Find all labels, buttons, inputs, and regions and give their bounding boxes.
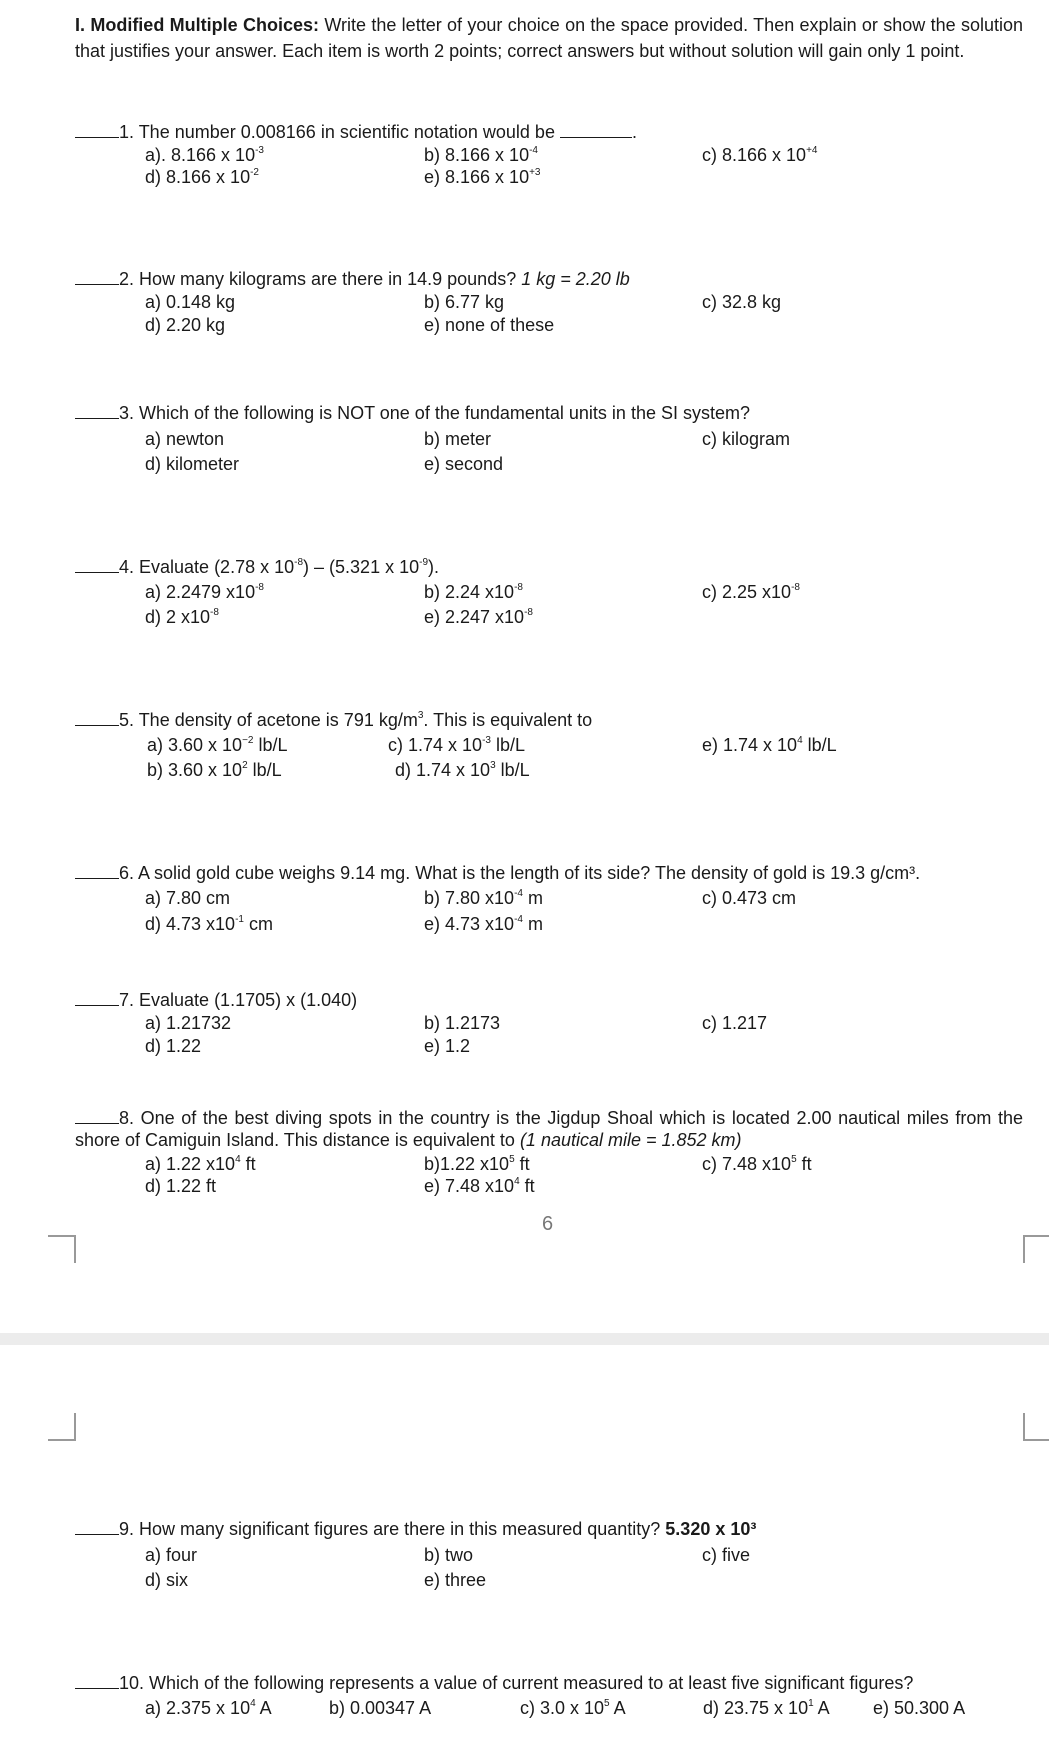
q10-option-c: c) 3.0 x $10^5$ A [520,1698,626,1718]
page-break [0,1333,1049,1345]
q2-option-a: a) 0.148 kg [145,292,236,312]
question-7-stem: 7. Evaluate (1.1705) x (1.040) [75,989,357,1011]
section-heading: I. Modified Multiple Choices: [75,15,319,35]
instructions-text: Write the letter of your choice on the space provided. Then explain or show the solution that justifies your answer. Each item is worth 2 points; correct answers but without solution will gain only 1 point. [75,15,1023,61]
q6-option-e: e) 4.73 $x10^{-4}$ m [424,914,543,934]
q4-option-b: b) 2.24 $x10^{-8}$ [424,582,523,602]
answer-blank[interactable] [75,270,119,285]
q2-option-d: d) 2.20 kg [145,315,226,335]
q6-option-d: d) 4.73 $x10^{-1}$ cm [145,914,273,934]
q4-option-e: e) 2.247 $x10^{-8}$ [424,607,533,627]
q4-option-a: a) 2.2479 $x10^{-8}$ [145,582,264,602]
answer-blank[interactable] [75,711,119,726]
q6-option-b: b) 7.80 $x10^{-4}$ m [424,888,543,908]
q7-option-b: b) 1.2173 [424,1013,501,1033]
answer-blank[interactable] [75,1520,119,1535]
q1-option-b: b) 8.166 x $10^{-4}$ [424,145,538,165]
page-corner-mark [48,1235,76,1263]
question-8-stem: 8. One of the best diving spots in the country is the Jigdup Shoal which is located 2.00 nautical miles from the shore of Camiguin Island. This distance is equivalent to (1 nautical mile = 1.852 km) [75,1108,1023,1150]
q5-option-e: e) 1.74 x $10^4$ lb/L [702,735,837,755]
instructions [75,12,1023,64]
q3-option-d: d) kilometer [145,454,240,474]
q4-option-d: d) 2 $x10^{-8}$ [145,607,219,627]
q9-option-a: a) four [145,1545,198,1565]
q2-option-e: e) none of these [424,315,555,335]
question-6-stem: 6. A solid gold cube weighs 9.14 mg. What is the length of its side? The density of gold is 19.3 g/cm³. [75,862,920,884]
q7-option-a: a) 1.21732 [145,1013,232,1033]
page-corner-mark [1023,1413,1049,1441]
q3-option-c: c) kilogram [702,429,791,449]
page-corner-mark [48,1413,76,1441]
q9-option-c: c) five [702,1545,751,1565]
q9-option-d: d) six [145,1570,189,1590]
q8-option-a: a) 1.22 $x10^4$ ft [145,1154,256,1174]
q7-option-d: d) 1.22 [145,1036,202,1056]
question-9-stem: 9. How many significant figures are there in this measured quantity? 5.320 x 10³ [75,1518,756,1540]
page-corner-mark [1023,1235,1049,1263]
answer-blank[interactable] [75,1674,119,1689]
q5-option-b: b) 3.60 x $10^2$ lb/L [147,760,282,780]
q4-option-c: c) 2.25 $x10^{-8}$ [702,582,800,602]
q9-option-e: e) three [424,1570,487,1590]
answer-blank[interactable] [75,558,119,573]
question-4-stem: 4. Evaluate (2.78 x $10^{-8}) - (5.321$ x $10^{-9}$). [75,556,439,578]
q1-option-c: c) 8.166 x $10^{+4}$ [702,145,818,165]
q7-option-e: e) 1.2 [424,1036,471,1056]
q5-option-c: c) 1.74 x $10^{-3}$ lb/L [388,735,525,755]
q1-option-a: a). 8.166 x $10^{-3}$ [145,145,264,165]
q10-option-e: e) 50.300 A [873,1698,966,1718]
q6-option-c: c) 0.473 cm [702,888,797,908]
question-5-stem: 5. The density of acetone is 791 $kg/m^3$. This is equivalent to [75,709,592,731]
q3-option-b: b) meter [424,429,492,449]
q8-option-e: e) 7.48 $x10^4$ ft [424,1176,535,1196]
question-3-stem: 3. Which of the following is NOT one of the fundamental units in the SI system? [75,402,750,424]
q1-option-d: d) 8.166 x $10^{-2}$ [145,167,259,187]
q8-option-d: d) 1.22 ft [145,1176,217,1196]
q9-option-b: b) two [424,1545,474,1565]
question-2-stem: 2. How many kilograms are there in 14.9 pounds? 1 kg = 2.20 lb [75,268,630,290]
q8-option-c: c) 7.48 $x10^5$ ft [702,1154,812,1174]
question-10-stem: 10. Which of the following represents a value of current measured to at least five significant figures? [75,1672,913,1694]
q5-option-a: a) 3.60 x $10^{-2}$ lb/L [147,735,288,755]
q5-option-d: d) 1.74 x $10^3$ lb/L [395,760,530,780]
question-1-stem: 1. The number 0.008166 in scientific notation would be . [75,121,637,143]
q3-option-e: e) second [424,454,504,474]
answer-blank[interactable] [75,1109,119,1124]
answer-blank[interactable] [75,123,119,138]
q3-option-a: a) newton [145,429,225,449]
page-number: 6 [542,1213,554,1235]
q10-option-a: a) 2.375 x $10^4$ A [145,1698,272,1718]
answer-blank[interactable] [75,991,119,1006]
q2-option-b: b) 6.77 kg [424,292,505,312]
q7-option-c: c) 1.217 [702,1013,768,1033]
q2-option-c: c) 32.8 kg [702,292,782,312]
q10-option-d: d) 23.75 x $10^1$ A [703,1698,830,1718]
q10-option-b: b) 0.00347 A [329,1698,432,1718]
q8-option-b: b)1.22 $x10^5$ ft [424,1154,530,1174]
answer-blank[interactable] [75,864,119,879]
q1-option-e: e) 8.166 x $10^{+3}$ [424,167,541,187]
q6-option-a: a) 7.80 cm [145,888,231,908]
answer-blank[interactable] [75,404,119,419]
